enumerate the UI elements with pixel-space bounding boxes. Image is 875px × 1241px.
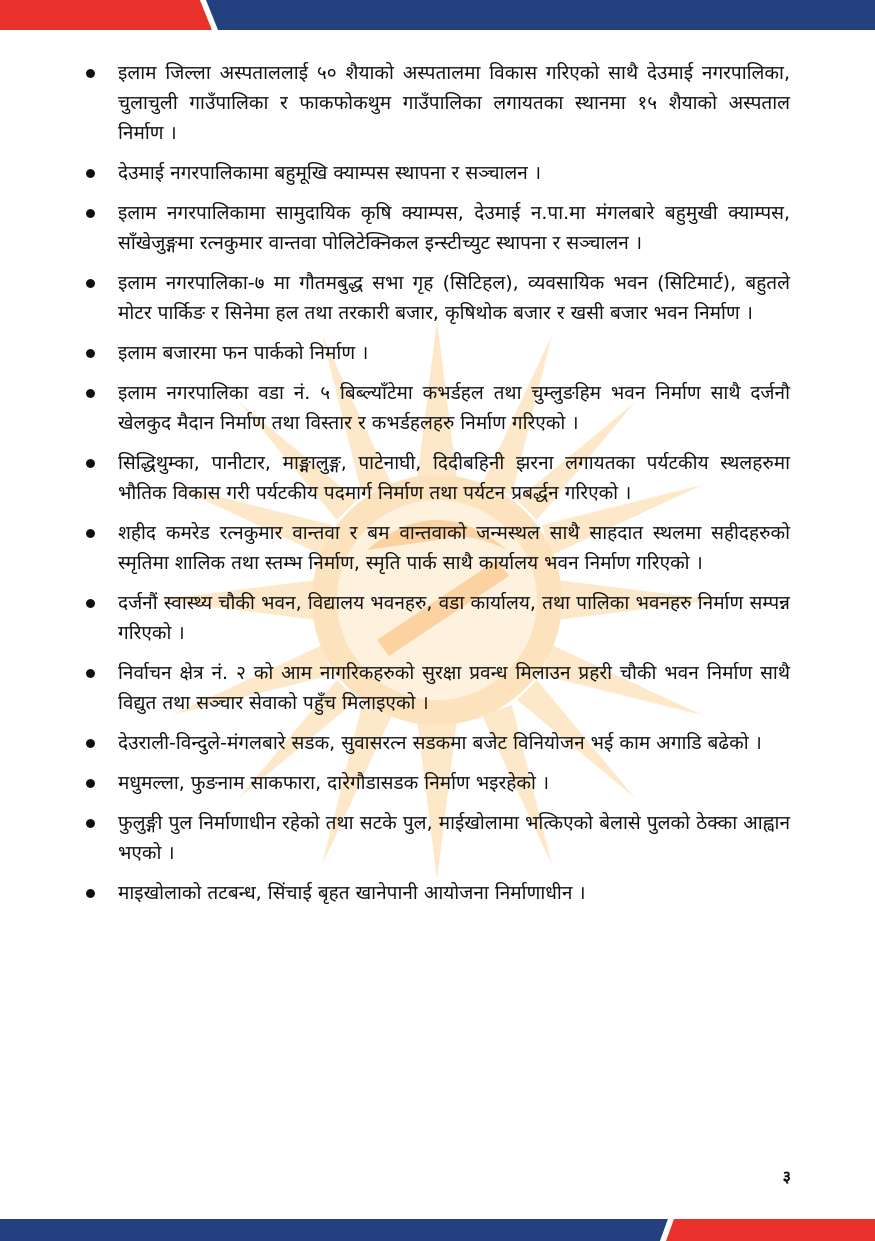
bullet-icon	[86, 459, 95, 468]
list-item: निर्वाचन क्षेत्र नं. २ को आम नागरिकहरुको सुरक्षा प्रवन्ध मिलाउन प्रहरी चौकी भवन निर्माण साथै विद्युत तथा सञ्चार सेवाको पहुँच मिलाइएको ।	[78, 658, 790, 718]
list-item: शहीद कमरेड रत्नकुमार वान्तवा र बम वान्तवाको जन्मस्थल साथै साहदात स्थलमा सहीदहरुको स्मृतिमा शालिक तथा स्तम्भ निर्माण, स्मृति पार्क साथै कार्यालय भवन निर्माण गरिएको ।	[78, 518, 790, 578]
bullet-icon	[86, 389, 95, 398]
list-item: माइखोलाको तटबन्ध, सिंचाई बृहत खानेपानी आयोजना निर्माणाधीन ।	[78, 878, 790, 908]
bullet-icon	[86, 529, 95, 538]
list-item: दर्जनौं स्वास्थ्य चौकी भवन, विद्यालय भवनहरु, वडा कार्यालय, तथा पालिका भवनहरु निर्माण सम्पन्न गरिएको ।	[78, 588, 790, 648]
document-body	[78, 58, 790, 918]
bullet-icon	[86, 889, 95, 898]
list-item: देउराली-विन्दुले-मंगलबारे सडक, सुवासरत्न सडकमा बजेट विनियोजन भई काम अगाडि बढेको ।	[78, 728, 790, 758]
bullet-icon	[86, 209, 95, 218]
list-item: फुलुङ्गी पुल निर्माणाधीन रहेको तथा सटके पुल, माईखोलामा भत्किएको बेलासे पुलको ठेक्का आह्वान भएको ।	[78, 808, 790, 868]
bullet-icon	[86, 669, 95, 678]
list-item: मधुमल्ला, फुङनाम साकफारा, दारेगौडासडक निर्माण भइरहेको ।	[78, 768, 790, 798]
bullet-icon	[86, 69, 95, 78]
list-item: इलाम नगरपालिका वडा नं. ५ बिब्ल्याँटेमा कभर्डहल तथा चुम्लुङहिम भवन निर्माण साथै दर्जनौ खेलकुद मैदान निर्माण तथा विस्तार र कभर्डहलहरु निर्माण गरिएको ।	[78, 378, 790, 438]
list-item: इलाम नगरपालिका-७ मा गौतमबुद्ध सभा गृह (सिटिहल), व्यवसायिक भवन (सिटिमार्ट), बहुतले मोटर पार्किङ र सिनेमा हल तथा तरकारी बजार, कृषिथोक बजार र खसी बजार भवन निर्माण ।	[78, 268, 790, 328]
bullet-icon	[86, 169, 95, 178]
list-item: इलाम जिल्ला अस्पताललाई ५० शैयाको अस्पतालमा विकास गरिएको साथै देउमाई नगरपालिका, चुलाचुली गाउँपालिका र फाकफोकथुम गाउँपालिका लगायतका स्थानमा १५ शैयाको अस्पताल निर्माण ।	[78, 58, 790, 148]
bullet-icon	[86, 779, 95, 788]
footer-band	[0, 1219, 875, 1241]
list-item: इलाम नगरपालिकामा सामुदायिक कृषि क्याम्पस, देउमाई न.पा.मा मंगलबारे बहुमुखी क्याम्पस, साँखेजुङ्गमा रत्नकुमार वान्तवा पोलिटेक्निकल इन्स्टीच्युट स्थापना र सञ्चालन ।	[78, 198, 790, 258]
bullet-icon	[86, 279, 95, 288]
bullet-icon	[86, 599, 95, 608]
list-item: देउमाई नगरपालिकामा बहुमूखि क्याम्पस स्थापना र सञ्चालन ।	[78, 158, 790, 188]
bullet-icon	[86, 349, 95, 358]
bullet-icon	[86, 819, 95, 828]
achievement-list	[78, 58, 790, 908]
list-item: इलाम बजारमा फन पार्कको निर्माण ।	[78, 338, 790, 368]
bullet-icon	[86, 739, 95, 748]
page-number: ३	[782, 1167, 791, 1186]
list-item: सिद्धिथुम्का, पानीटार, माङ्मालुङ्ग, पाटेनाघी, दिदीबहिनी झरना लगायतका पर्यटकीय स्थलहरुमा भौतिक विकास गरी पर्यटकीय पदमार्ग निर्माण तथा पर्यटन प्रबर्द्धन गरिएको ।	[78, 448, 790, 508]
header-band	[0, 0, 875, 30]
